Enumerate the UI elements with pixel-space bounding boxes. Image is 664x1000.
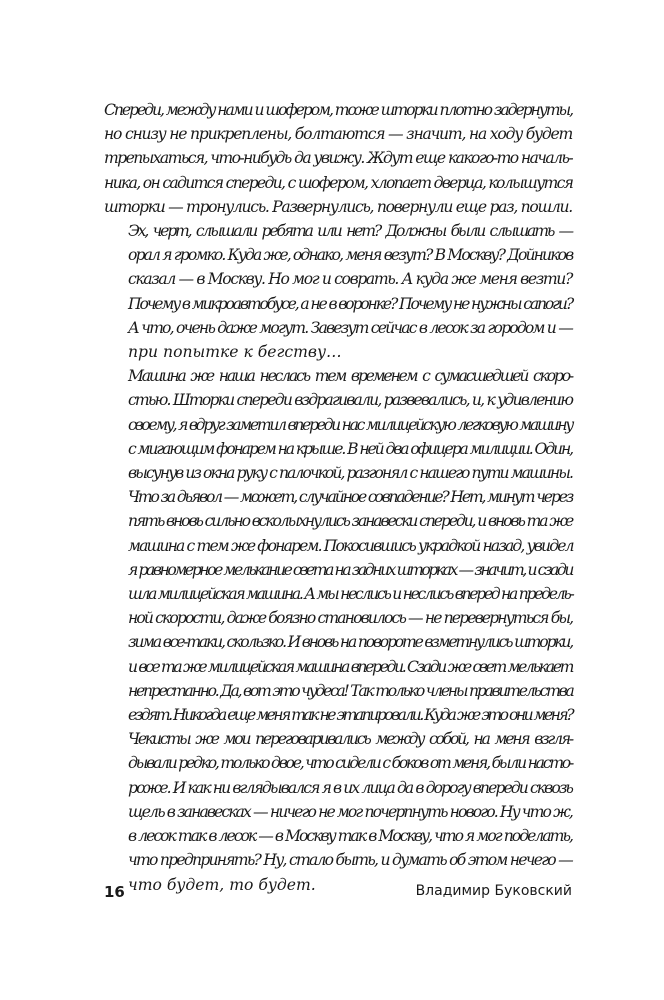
- paragraph: [104, 98, 572, 219]
- text-line: сказал — в Москву. Но мог и соврать. А куда же меня везти?: [128, 270, 572, 289]
- text-line: Машина же наша неслась тем временем с сумасшедшей скоро-: [128, 367, 572, 386]
- paragraph: [104, 219, 572, 364]
- text-line: трепыхаться, что-нибудь да увижу. Ждут еще какого-то началь-: [104, 149, 572, 168]
- text-line: я равномерное мелькание света на задних шторках — значит, и сзади: [128, 560, 572, 579]
- text-line: Спереди, между нами и шофером, тоже шторки плотно задернуты,: [104, 101, 573, 119]
- text-line: в лесок так в лесок — в Москву так в Москву, что я мог поделать,: [128, 827, 572, 846]
- text-line: щель в занавесках — ничего не мог почерпнуть нового. Ну что ж,: [128, 802, 572, 821]
- text-line: что будет, то будет.: [128, 875, 316, 894]
- text-line: ника, он садится спереди, с шофером, хлопает дверца, колышутся: [104, 173, 573, 192]
- text-line: ездят. Никогда еще меня так не этапировали. Куда же это они меня?: [128, 706, 573, 725]
- text-line: Чекисты же мои переговаривались между собой, на меня взгля-: [128, 730, 572, 749]
- text-line: пять вновь сильно всколыхнулись занавески спереди, и вновь та же: [128, 512, 573, 531]
- page-footer: [104, 883, 572, 905]
- running-author: Владимир Буковский: [415, 883, 572, 899]
- text-line: высунув из окна руку с палочкой, разгонял с нашего пути машины.: [128, 464, 572, 483]
- text-line: шторки — тронулись. Развернулись, повернули еще раз, пошли.: [104, 197, 572, 216]
- text-line: Почему в микроавтобусе, а не в воронке? Почему не нужны сапоги?: [128, 294, 573, 313]
- text-line: машина с тем же фонарем. Покосившись украдкой назад, увидел: [128, 536, 573, 555]
- page-number: 16: [104, 883, 125, 901]
- text-line: орал я громко. Куда же, однако, меня везут? В Москву? Дойников: [128, 246, 573, 265]
- text-line: шла милицейская машина. А мы неслись и неслись вперед на предель-: [128, 585, 573, 604]
- text-line: но снизу не прикреплены, болтаются — значит, на ходу будет: [104, 125, 573, 144]
- text-line: зима все-таки, скользко. И вновь на повороте взметнулись шторки,: [128, 633, 573, 652]
- text-line: что предпринять? Ну, стало быть, и думать об этом нечего —: [128, 851, 572, 870]
- paragraph: [104, 727, 572, 896]
- text-line: Что за дьявол — может, случайное совпадение? Нет, минут через: [128, 488, 573, 507]
- text-line: А что, очень даже могут. Завезут сейчас в лесок за городом и —: [128, 318, 572, 337]
- text-line: дывали редко, только двое, что сидели с боков от меня, были насто-: [128, 754, 572, 773]
- text-line: ной скорости, даже боязно становилось — не перевернуться бы,: [128, 609, 573, 628]
- text-line: непрестанно. Да, вот это чудеса! Так только члены правительства: [128, 681, 573, 700]
- text-line: с мигающим фонарем на крыше. В ней два офицера милиции. Один,: [128, 439, 572, 458]
- text-line: при попытке к бегству…: [128, 343, 342, 362]
- body-text: [104, 98, 572, 897]
- text-line: Эх, черт, слышали ребята или нет? Должны были слышать —: [128, 222, 572, 241]
- text-line: и все та же милицейская машина впереди. Сзади же свет мелькает: [128, 657, 573, 676]
- paragraph: [104, 364, 572, 727]
- text-line: своему, я вдруг заметил впереди нас милицейскую легковую машину: [128, 415, 572, 434]
- text-line: роже. И как ни вглядывался я в их лица да в дорогу впереди сквозь: [128, 778, 572, 797]
- text-line: стью. Шторки спереди вздрагивали, развевались, и, к удивлению: [128, 391, 573, 410]
